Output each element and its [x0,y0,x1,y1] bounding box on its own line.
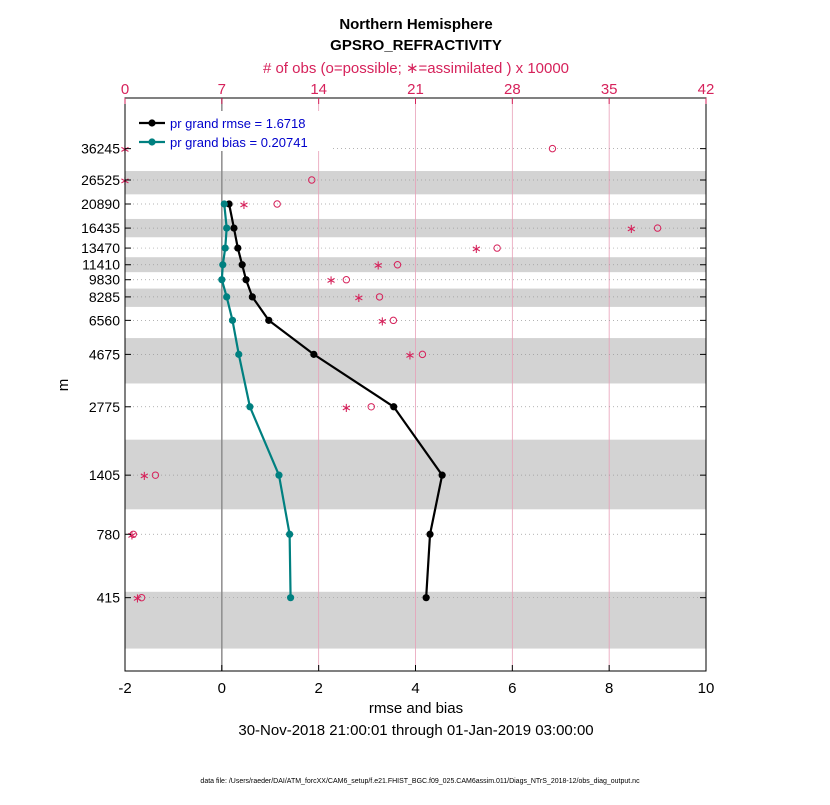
obs-assimilated-marker: ∗ [470,241,482,257]
top-x-tick-label: 21 [407,81,424,98]
obs-possible-marker [343,277,349,283]
top-x-tick-label: 0 [120,81,130,98]
y-tick-label: 415 [96,589,120,606]
x-tick-label: 8 [604,680,614,697]
x-tick-label: 2 [314,680,323,697]
rmse-point [423,594,430,601]
obs-assimilated-marker: ∗ [126,527,138,543]
y-tick-label: 4675 [88,346,120,363]
chart-title: Northern Hemisphere [339,16,493,33]
y-tick-label: 20890 [81,195,120,212]
x-tick-label: 4 [411,680,420,697]
y-tick-label: 26525 [81,172,120,189]
top-x-tick-label: 28 [503,81,521,98]
rmse-point [310,351,317,358]
legend-marker [148,119,155,126]
rmse-point [230,224,237,231]
obs-assimilated-marker: ∗ [138,468,150,484]
top-x-tick-label: 14 [310,81,328,98]
obs-assimilated-marker: ∗ [340,399,352,415]
top-axis-label: # of obs (o=possible; ∗=assimilated ) x 10000 [262,60,570,77]
bias-point [229,317,236,324]
y-axis-label: m [55,378,72,392]
top-x-tick-label: 42 [697,81,715,98]
rmse-point [439,472,446,479]
obs-assimilated-marker: ∗ [131,590,143,606]
obs-assimilated-marker: ∗ [404,347,416,363]
obs-assimilated-marker: ∗ [325,272,337,288]
rmse-point [390,403,397,410]
rmse-point [249,293,256,300]
x-tick-label: 0 [217,680,227,697]
y-tick-label: 2775 [88,398,120,415]
y-tick-label: 1405 [88,467,120,484]
bias-point [222,244,229,251]
obs-assimilated-marker: ∗ [353,289,365,305]
y-tick-label: 9830 [88,271,120,288]
obs-assimilated-marker: ∗ [376,313,388,329]
obs-assimilated-marker: ∗ [119,173,131,189]
x-axis-label: rmse and bias [368,700,464,717]
legend-marker [148,138,155,145]
chart-subtitle: GPSRO_REFRACTIVITY [330,37,502,54]
legend-label: pr grand bias = 0.20741 [170,135,308,150]
bias-point [235,351,242,358]
obs-assimilated-marker: ∗ [625,221,637,237]
x-tick-label: 6 [508,680,517,697]
bias-point [221,200,228,207]
rmse-point [426,531,433,538]
y-tick-label: 11410 [82,256,120,273]
y-tick-label: 16435 [81,220,120,237]
bias-point [223,224,230,231]
obs-assimilated-marker: ∗ [372,257,384,273]
y-tick-label: 8285 [88,288,120,305]
top-x-tick-label: 7 [217,81,227,98]
obs-assimilated-marker: ∗ [119,141,131,157]
bias-point [286,531,293,538]
bias-point [219,261,226,268]
x-tick-label: 10 [697,680,715,697]
legend-label: pr grand rmse = 1.6718 [170,116,306,131]
legend [133,111,333,151]
top-x-tick-label: 35 [600,81,618,98]
bias-point [275,472,282,479]
data-file-footnote: data file: /Users/raeder/DAI/ATM_forcXX/CAM6_setup/f.e21.FHIST_BGC.f09_025.CAM6assim.011/Diags_NTrS_2018-12/obs_diag_output.nc [200,778,640,785]
date-range-label: 30-Nov-2018 21:00:01 through 01-Jan-2019 03:00:00 [238,722,594,739]
y-tick-label: 780 [96,526,120,543]
x-tick-label: -2 [118,680,132,697]
bias-point [218,276,225,283]
rmse-point [234,244,241,251]
y-tick-label: 6560 [88,312,120,329]
obs-assimilated-marker: ∗ [238,196,250,212]
rmse-point [265,317,272,324]
rmse-point [242,276,249,283]
bias-point [287,594,294,601]
rmse-point [239,261,246,268]
y-tick-label: 36245 [81,140,120,157]
bias-point [246,403,253,410]
y-tick-label: 13470 [81,240,120,257]
obs-possible-marker [549,145,555,151]
bias-point [223,293,230,300]
